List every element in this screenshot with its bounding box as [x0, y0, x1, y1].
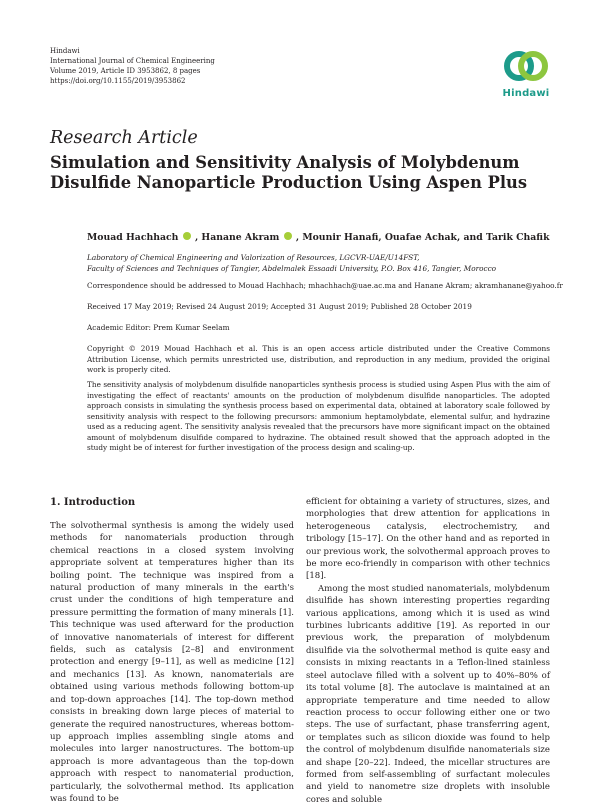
orcid-icon[interactable] — [284, 232, 292, 240]
paragraph: efficient for obtaining a variety of structures, sizes, and morphologies that drew attention for applications in heterogeneous catalysis, electrochemistry, and tribology [15–17]. On the other hand and as reported in our previous work, the solvothermal approach proves to be more eco-friendly in comparison with other technics [18]. — [306, 497, 550, 582]
affiliation — [87, 252, 496, 274]
affiliation-line: Laboratory of Chemical Engineering and Valorization of Resources, LGCVR-UAE/U14FST, — [87, 253, 420, 262]
section-heading: 1. Introduction — [50, 497, 136, 508]
article-type: Research Article — [50, 128, 198, 148]
affiliation-line: Faculty of Sciences and Techniques of Tangier, Abdelmalek Essaadi University, P.O. Box 416, Tangier, Morocco — [87, 264, 497, 273]
right-column — [306, 496, 550, 806]
publication-dates: Received 17 May 2019; Revised 24 August 2019; Accepted 31 August 2019; Published 28 October 2019 — [87, 302, 472, 311]
journal-header — [50, 46, 215, 86]
other-authors: , Mounir Hanafi, Ouafae Achak, and Tarik Chafik — [295, 232, 550, 243]
paragraph: Among the most studied nanomaterials, molybdenum disulfide has shown interesting properties regarding various applications, among which it is used as wind turbines lubricants additive [19]. As reported in our previous work, the preparation of molybdenum disulfide via the solvothermal method is quite easy and consists in mixing reactants in a Teflon-lined stainless steel autoclave filled with a solvent up to 40%–80% of its total volume [8]. The autoclave is maintained at an appropriate temperature and time needed to allow reaction process to occur following either one or two steps. The use of surfactant, phase transferring agent, or templates such as silicon dioxide was found to help the control of molybdenum disulfide nanomaterials size and shape [20–22]. Indeed, the micellar structures are formed from self-assembling of surfactant molecules and yield to nanometre size droplets with insoluble cores and soluble — [306, 583, 550, 805]
author-list — [87, 232, 550, 243]
left-column — [50, 520, 294, 805]
author-2[interactable]: , Hanane Akram — [194, 232, 280, 243]
publisher-name: Hindawi — [50, 47, 80, 55]
journal-name: International Journal of Chemical Engineering — [50, 57, 215, 65]
abstract: The sensitivity analysis of molybdenum disulfide nanoparticles synthesis process is studied using Aspen Plus with the aim of investigating the effect of reactants' amounts on the production of molybdenum disulfide nanoparticles. The adopted approach consists in simulating the synthesis process based on experimental data, obtained at laboratory scale followed by sensitivity analysis with respect to the following precursors: ammonium heptamolybdate, elemental sulfur, and hydrazine used as a reducing agent. The sensitivity analysis revealed that the precursors have more significant impact on the obtained amount of molybdenum disulfide compared to hydrazine. The obtained result showed that the approach adopted in the study might be of interest for further investigation of the process design and scaling-up. — [87, 380, 550, 452]
copyright-notice: Copyright © 2019 Mouad Hachhach et al. This is an open access article distributed under the Creative Commons Attribution License, which permits unrestricted use, distribution, and reproduction in any medium, provided the original work is properly cited. — [87, 344, 550, 374]
author-1[interactable]: Mouad Hachhach — [87, 232, 179, 243]
paragraph: The solvothermal synthesis is among the widely used methods for nanomaterials production through chemical reactions in a closed system involving appropriate solvent at temperatures higher than its boiling point. The technique was inspired from a natural production of many minerals in the earth's crust under the conditions of high temperature and pressure permitting the formation of many minerals [1]. This technique was used afterward for the production of innovative nanomaterials of interest for different fields, such as catalysis [2–8] and environment protection and energy [9–11], as well as medicine [12] and mechanics [13]. As known, nanomaterials are obtained using various methods following bottom-up and top-down approaches [14]. The top-down method consists in breaking down large pieces of material to generate the required nanostructures, whereas bottom-up approach implies assembling single atoms and molecules into larger nanostructures. The bottom-up approach is more advantageous than the top-down approach with respect to nanomaterial production, particularly, the solvothermal method. Its application was found to be — [50, 521, 294, 804]
logo-wordmark: Hindawi — [502, 88, 550, 99]
volume-info: Volume 2019, Article ID 3953862, 8 pages — [50, 67, 201, 75]
doi-link[interactable]: https://doi.org/10.1155/2019/3953862 — [50, 77, 186, 85]
correspondence: Correspondence should be addressed to Mouad Hachhach; mhachhach@uae.ac.ma and Hanane Akram; akramhanane@yahoo.fr — [87, 281, 563, 290]
academic-editor: Academic Editor: Prem Kumar Seelam — [87, 323, 230, 332]
article-title: Simulation and Sensitivity Analysis of Molybdenum Disulfide Nanoparticle Production Using Aspen Plus — [50, 153, 528, 192]
orcid-icon[interactable] — [183, 232, 191, 240]
